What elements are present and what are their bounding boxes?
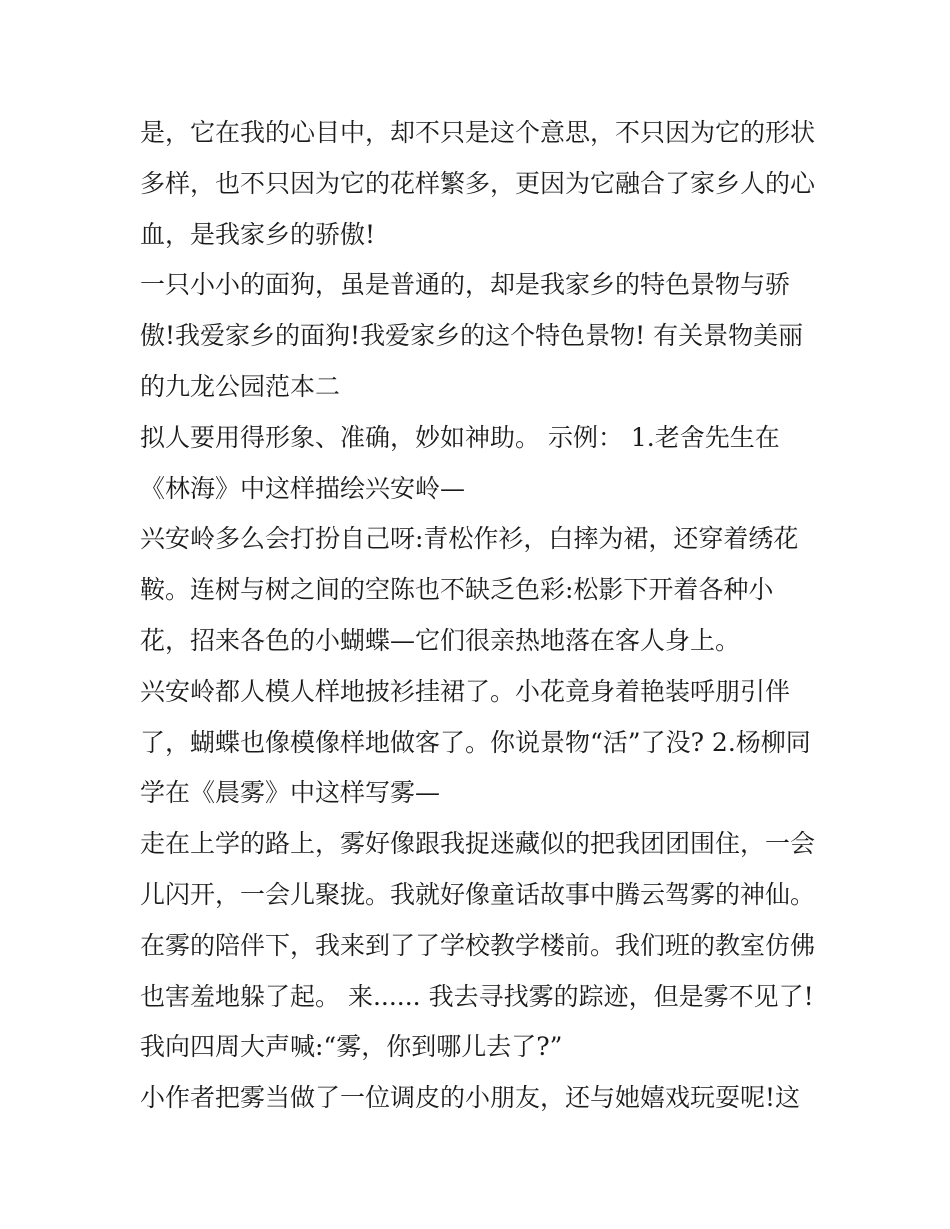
body-text bbox=[140, 108, 830, 1124]
text-line: 兴安岭多么会打扮自己呀:青松作衫，白摔为裙，还穿着绣花 bbox=[140, 524, 799, 554]
text-line: 鞍。连树与树之间的空陈也不缺乏色彩:松影下开着各种小 bbox=[140, 575, 774, 605]
text-line: 《林海》中这样描绘兴安岭— bbox=[140, 473, 466, 503]
text-line: 兴安岭都人模人样地披衫挂裙了。小花竟身着艳装呼朋引伴 bbox=[140, 676, 791, 706]
text-line: 小作者把雾当做了一位调皮的小朋友，还与她嬉戏玩耍呢!这 bbox=[140, 1083, 801, 1113]
text-line: 我向四周大声喊:“雾，你到哪儿去了?” bbox=[140, 1032, 563, 1062]
text-line: 一只小小的面狗，虽是普通的，却是我家乡的特色景物与骄 bbox=[140, 270, 791, 300]
text-line: 的九龙公园范本二 bbox=[140, 371, 341, 401]
text-line: 血，是我家乡的骄傲! bbox=[140, 219, 376, 249]
text-line: 多样，也不只因为它的花样繁多，更因为它融合了家乡人的心 bbox=[140, 168, 816, 198]
text-line: 走在上学的路上，雾好像跟我捉迷藏似的把我团团围住，一会 bbox=[140, 829, 816, 859]
text-line: 儿闪开，一会儿聚拢。我就好像童话故事中腾云驾雾的神仙。 bbox=[140, 879, 816, 909]
text-line: 傲!我爱家乡的面狗!我爱家乡的这个特色景物! 有关景物美丽 bbox=[140, 321, 804, 351]
text-line: 拟人要用得形象、准确，妙如神助。 示例： 1.老舍先生在 bbox=[140, 422, 780, 452]
text-line: 花，招来各色的小蝴蝶—它们很亲热地落在客人身上。 bbox=[140, 625, 741, 655]
text-line: 也害羞地躲了起。 来...... 我去寻找雾的踪迹，但是雾不见了! bbox=[140, 981, 814, 1011]
text-line: 是，它在我的心目中，却不只是这个意思，不只因为它的形状 bbox=[140, 118, 816, 147]
text-line: 学在《晨雾》中这样写雾— bbox=[140, 778, 441, 808]
text-line: 在雾的陪伴下，我来到了了学校教学楼前。我们班的教室仿佛 bbox=[140, 930, 816, 960]
text-line: 了，蝴蝶也像模像样地做客了。你说景物“活”了没? 2.杨柳同 bbox=[140, 727, 811, 757]
